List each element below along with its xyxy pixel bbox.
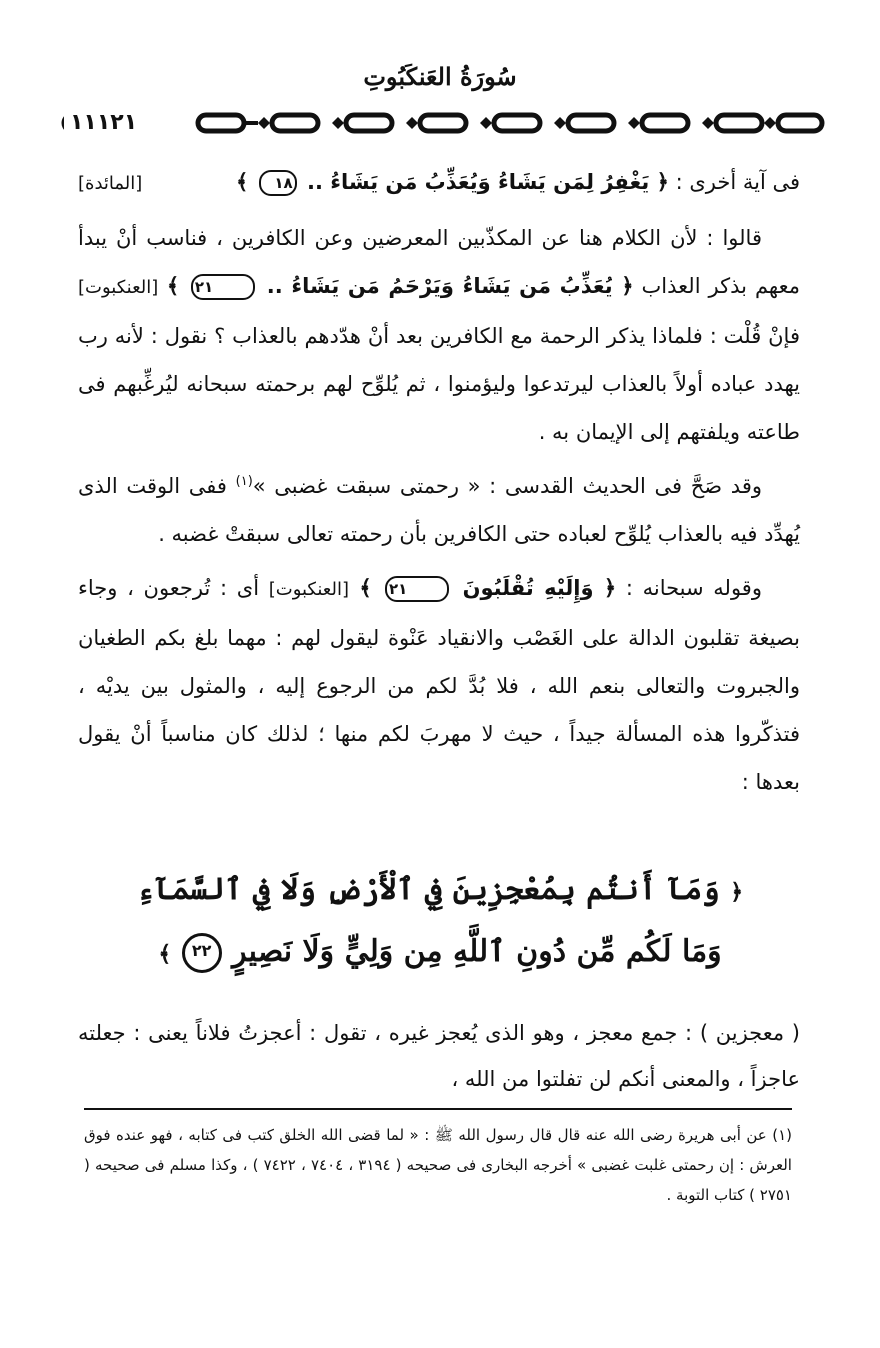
verse-close-bracket: ﴾ <box>359 576 372 600</box>
paragraph-2 <box>78 462 800 558</box>
surah-reference: [المائدة] <box>78 173 143 194</box>
ayah-number-mark: ٢١ <box>385 576 449 602</box>
verse-text: وَإِلَيْهِ تُقْلَبُونَ <box>462 576 594 600</box>
verse-close-bracket: ﴾ <box>158 941 172 967</box>
footnote-text: (١) عن أبى هريرة رضى الله عنه قال قال رسول الله ﷺ : « لما قضى الله الخلق كتب فى كتابه ، فهو عنده فوق العرش : إن رحمتى غلبت غضبى » أخرجه البخارى فى صحيحه ( ٣١٩٤ ، ٧٤٠٤ ، ٧٤٢٢ ) ، وكذا مسلم فى صحيحه ( ٢٧٥١ ) كتاب التوبة . <box>84 1126 792 1204</box>
verse-block-line-1 <box>120 860 760 922</box>
footnote <box>84 1120 792 1210</box>
verse-close-bracket: ﴾ <box>236 170 249 194</box>
verse-open-bracket: ﴿ <box>730 879 744 905</box>
main-text <box>78 158 800 812</box>
ayah-number-mark: ١٨ <box>259 170 297 196</box>
verse-open-bracket: ﴿ <box>603 576 617 600</box>
paragraph-2-text-a: وقد صَحَّ فى الحديث القدسى : « رحمتى سبقت غضبى » <box>252 474 762 498</box>
verse-block-line-2 <box>120 922 760 984</box>
paragraph-1-text-b: فإنْ قُلْت : فلماذا يذكر الرحمة مع الكافرين بعد أنْ هدّدهم بالعذاب ؟ نقول : لأنه رب يهدد عباده أولاً بالعذاب ليرتدعوا وليؤمنوا ، ثم يُلوِّح لهم برحمته سبحانه ليُرغِّبهم فى طاعته ويلفتهم إلى الإيمان به . <box>78 324 800 444</box>
page-number-badge <box>64 108 143 138</box>
paragraph-1-text-a: قالوا : لأن الكلام هنا عن المكذّبين المعرضين وعن الكافرين ، فناسب أنْ يبدأ معهم بذكر العذاب <box>78 226 800 298</box>
ayah-end-mark: ٢٢ <box>182 933 222 973</box>
surah-title: سُورَةُ العَنكَبُوتِ <box>363 62 517 91</box>
footnote-marker[interactable]: (١) <box>235 474 253 489</box>
page-number: ١١١٢١ <box>70 110 138 135</box>
paragraph-intro <box>78 158 800 208</box>
paragraph-3-text-b: أى : تُرجعون ، وجاء بصيغة تقلبون الدالة على الغَصْب والانقياد عَنْوة ليقول لهم : مهما بلغ بكم الطغيان والجبروت والتعالى بنعم الله ، فلا بُدَّ لكم من الرجوع إليه ، والمثول بين يديْه ، فتذكّروا هذه المسألة جيداً ، حيث لا مهربَ لكم منها ؛ لذلك كان مناسباً أنْ يقول بعدها : <box>78 576 800 794</box>
commentary-after-verse <box>78 1010 800 1102</box>
verse-open-bracket: ﴿ <box>656 170 669 194</box>
header-ornament-border <box>58 108 828 138</box>
intro-sentence <box>236 158 800 206</box>
verse-close-bracket: ﴾ <box>166 274 180 298</box>
verse-line-2-text: وَمَا لَكُم مِّن دُونِ ٱللَّهِ مِن وَلِيٍّ وَلَا نَصِيرٍ <box>232 934 722 969</box>
quran-verse-al-ankabut <box>158 274 633 298</box>
paragraph-1 <box>78 214 800 456</box>
paragraph-2-text-b: ففى الوقت الذى يُهدِّد فيه بالعذاب يُلوِّح لعباده حتى الكافرين بأن رحمته تعالى سبقتْ غضبه . <box>78 474 800 546</box>
ayah-number-mark: ٢١ <box>191 274 255 300</box>
verse-line-1-text: وَمَآ أَنتُم بِمُعْجِزِينَ فِي ٱلْأَرْضِ وَلَا فِي ٱلسَّمَآءِ <box>136 872 720 907</box>
quran-verse-al-ankabut <box>349 576 616 600</box>
paragraph-3-text-a: وقوله سبحانه : <box>625 576 762 600</box>
surah-reference: [العنكبوت] <box>78 277 159 298</box>
verse-open-bracket: ﴿ <box>621 274 634 298</box>
intro-prefix: فى آية أخرى : <box>675 170 800 194</box>
surah-reference: [العنكبوت] <box>268 579 349 600</box>
quran-verse-al-maidah <box>236 170 669 194</box>
verse-text: يَغْفِرُ لِمَن يَشَاءُ وَيُعَذِّبُ مَن يَشَاءُ .. <box>306 170 650 194</box>
quran-verse-block <box>120 860 760 984</box>
footnote-divider <box>84 1108 792 1110</box>
commentary-text: ( معجزين ) : جمع معجز ، وهو الذى يُعجز غيره ، تقول : أعجزتُ فلاناً يعنى : جعلته عاجزاً ، والمعنى أنكم لن تفلتوا من الله ، <box>78 1021 800 1091</box>
verse-text: يُعَذِّبُ مَن يَشَاءُ وَيَرْحَمُ مَن يَشَاءُ .. <box>266 274 613 298</box>
paragraph-3 <box>78 564 800 806</box>
